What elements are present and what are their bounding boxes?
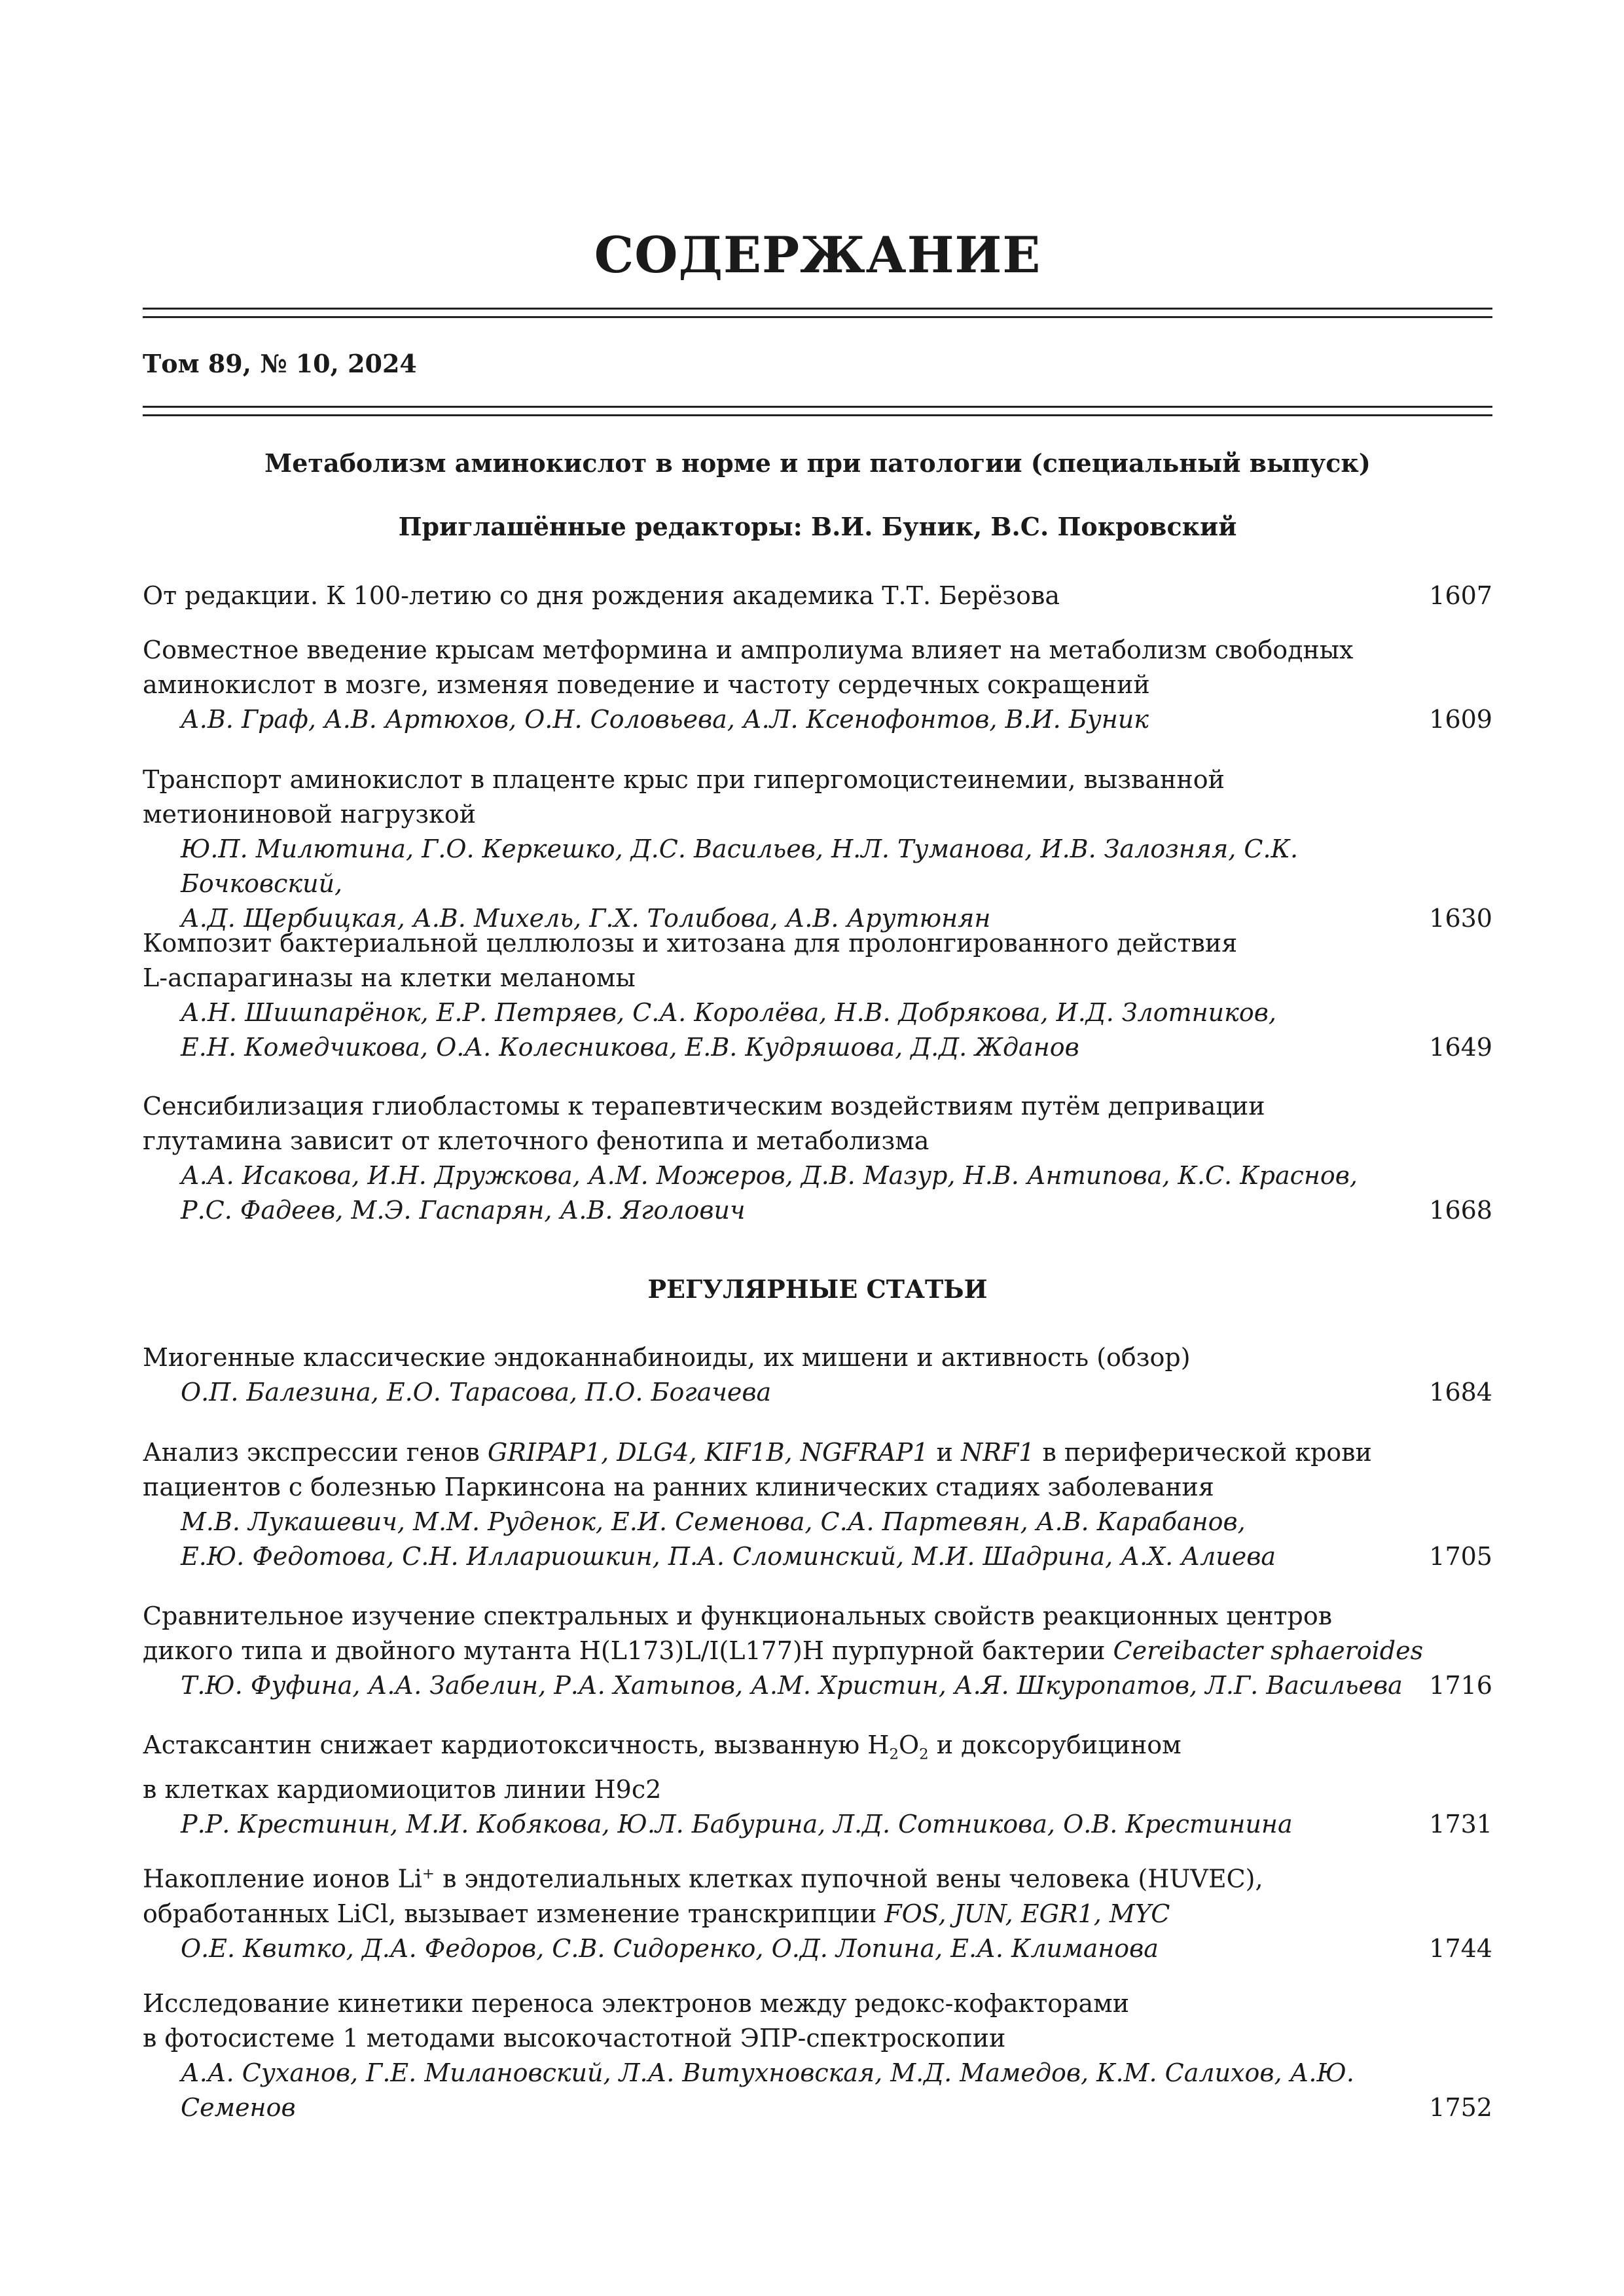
entry-title: Накопление ионов Li+ в эндотелиальных клетках пупочной вены человека (HUVEC), [143, 1864, 1263, 1893]
entry-page: 1609 [1429, 705, 1492, 734]
entry-page: 1731 [1429, 1809, 1492, 1839]
entry-title: в клетках кардиомиоцитов линии H9c2 [143, 1774, 662, 1804]
entry-authors: Т.Ю. Фуфина, А.А. Забелин, Р.А. Хатыпов, А.М. Христин, А.Я. Шкуропатов, Л.Г. Васильева [181, 1671, 1403, 1700]
entry-authors: М.В. Лукашевич, М.М. Руденок, Е.И. Семенова, С.А. Партевян, А.В. Карабанов, [181, 1507, 1246, 1536]
entry-title: Композит бактериальной целлюлозы и хитозана для пролонгированного действия [143, 929, 1238, 958]
entry-title: Сенсибилизация глиобластомы к терапевтическим воздействиям путём депривации [143, 1092, 1265, 1121]
entry-title: Анализ экспрессии генов GRIPAP1, DLG4, KIF1B, NGFRAP1 и NRF1 в периферической крови [143, 1438, 1372, 1467]
entry-authors: А.А. Исакова, И.Н. Дружкова, А.М. Можеров, Д.В. Мазур, Н.В. Антипова, К.С. Краснов, [181, 1161, 1358, 1190]
special-issue-heading: Метаболизм аминокислот в норме и при патологии (специальный выпуск) [264, 448, 1371, 478]
entry-title: глутамина зависит от клеточного фенотипа и метаболизма [143, 1126, 929, 1155]
entry-page: 1630 [1429, 904, 1492, 933]
entry-page: 1649 [1429, 1033, 1492, 1062]
toc-entry [143, 633, 1492, 737]
entry-authors: Е.Ю. Федотова, С.Н. Иллариошкин, П.А. Сломинский, М.И. Шадрина, А.Х. Алиева [181, 1542, 1276, 1571]
entry-title: Транспорт аминокислот в плаценте крыс при гипергомоцистеинемии, вызванной [143, 765, 1225, 794]
entry-title: метиониновой нагрузкой [143, 800, 477, 829]
entry-page: 1684 [1429, 1378, 1492, 1407]
toc-entry [143, 1599, 1492, 1703]
entry-title: дикого типа и двойного мутанта H(L173)L/I(L177)H пурпурной бактерии Cereibacter sphaeroides [143, 1636, 1424, 1665]
entry-title: аминокислот в мозге, изменяя поведение и частоту сердечных сокращений [143, 670, 1150, 699]
entry-authors: О.Е. Квитко, Д.А. Федоров, С.В. Сидоренко, О.Д. Лопина, Е.А. Климанова [181, 1933, 1159, 1963]
page-title: СОДЕРЖАНИЕ [594, 226, 1041, 284]
entry-authors: А.В. Граф, А.В. Артюхов, О.Н. Соловьева, А.Л. Ксенофонтов, В.И. Буник [181, 705, 1149, 734]
entry-authors: А.Н. Шишпарёнок, Е.Р. Петряев, С.А. Королёва, Н.В. Добрякова, И.Д. Злотников, [181, 998, 1276, 1027]
toc-entry [143, 762, 1492, 936]
entry-page: 1716 [1429, 1671, 1492, 1700]
regular-articles-heading: РЕГУЛЯРНЫЕ СТАТЬИ [647, 1274, 988, 1304]
entry-title: в фотосистеме 1 методами высокочастотной ЭПР-спектроскопии [143, 2024, 1006, 2053]
entry-authors: О.П. Балезина, Е.О. Тарасова, П.О. Богачева [181, 1378, 772, 1407]
toc-entry [143, 1435, 1492, 1574]
entry-page: 1744 [1429, 1933, 1492, 1963]
entry-authors: Р.С. Фадеев, М.Э. Гаспарян, А.В. Яголович [181, 1196, 746, 1225]
entry-title: обработанных LiCl, вызывает изменение транскрипции FOS, JUN, EGR1, MYC [143, 1899, 1170, 1928]
toc-entry [143, 1728, 1492, 1842]
entry-page: 1752 [1429, 2093, 1492, 2122]
entry-page: 1668 [1429, 1196, 1492, 1225]
toc-entry [143, 1089, 1492, 1228]
entry-authors: Ю.П. Милютина, Г.О. Керкешко, Д.С. Васильев, Н.Л. Туманова, И.В. Залозняя, С.К. Бочковский, [181, 834, 1299, 898]
entry-title: Совместное введение крысам метформина и ампролиума влияет на метаболизм свободных [143, 636, 1354, 664]
entry-authors: Е.Н. Комедчикова, О.А. Колесникова, Е.В. Кудряшова, Д.Д. Жданов [181, 1033, 1079, 1062]
toc-entry [143, 1986, 1492, 2125]
entry-title: L-аспарагиназы на клетки меланомы [143, 963, 636, 992]
entry-authors: А.А. Суханов, Г.Е. Милановский, Л.А. Витухновская, М.Д. Мамедов, К.М. Салихов, А.Ю. Семенов [181, 2058, 1354, 2122]
toc-entry [143, 1857, 1492, 1966]
entry-title: От редакции. К 100-летию со дня рождения академика Т.Т. Берёзова [143, 581, 1060, 610]
toc-entry [143, 1340, 1492, 1410]
entry-title: Астаксантин снижает кардиотоксичность, вызванную $H_2O_2$ и доксорубицином [143, 1731, 1182, 1763]
entry-page: 1607 [1429, 581, 1492, 610]
double-rule-top [143, 308, 1492, 318]
entry-title: Исследование кинетики переноса электронов между редокс-кофакторами [143, 1989, 1130, 2018]
guest-editors: Приглашённые редакторы: В.И. Буник, В.С. Покровский [398, 512, 1237, 541]
entry-title: Миогенные классические эндоканнабиноиды, их мишени и активность (обзор) [143, 1343, 1191, 1372]
issue-label: Том 89, № 10, 2024 [143, 349, 417, 378]
entry-authors: Р.Р. Крестинин, М.И. Кобякова, Ю.Л. Бабурина, Л.Д. Сотникова, О.В. Крестинина [181, 1809, 1293, 1839]
toc-entry [143, 579, 1492, 613]
entry-title: пациентов с болезнью Паркинсона на ранних клинических стадиях заболевания [143, 1473, 1214, 1501]
toc-entry [143, 926, 1492, 1065]
entry-title: Сравнительное изучение спектральных и функциональных свойств реакционных центров [143, 1602, 1333, 1630]
entry-page: 1705 [1429, 1542, 1492, 1571]
double-rule-bottom [143, 406, 1492, 416]
entry-authors: А.Д. Щербицкая, А.В. Михель, Г.Х. Толибова, А.В. Арутюнян [181, 904, 991, 933]
